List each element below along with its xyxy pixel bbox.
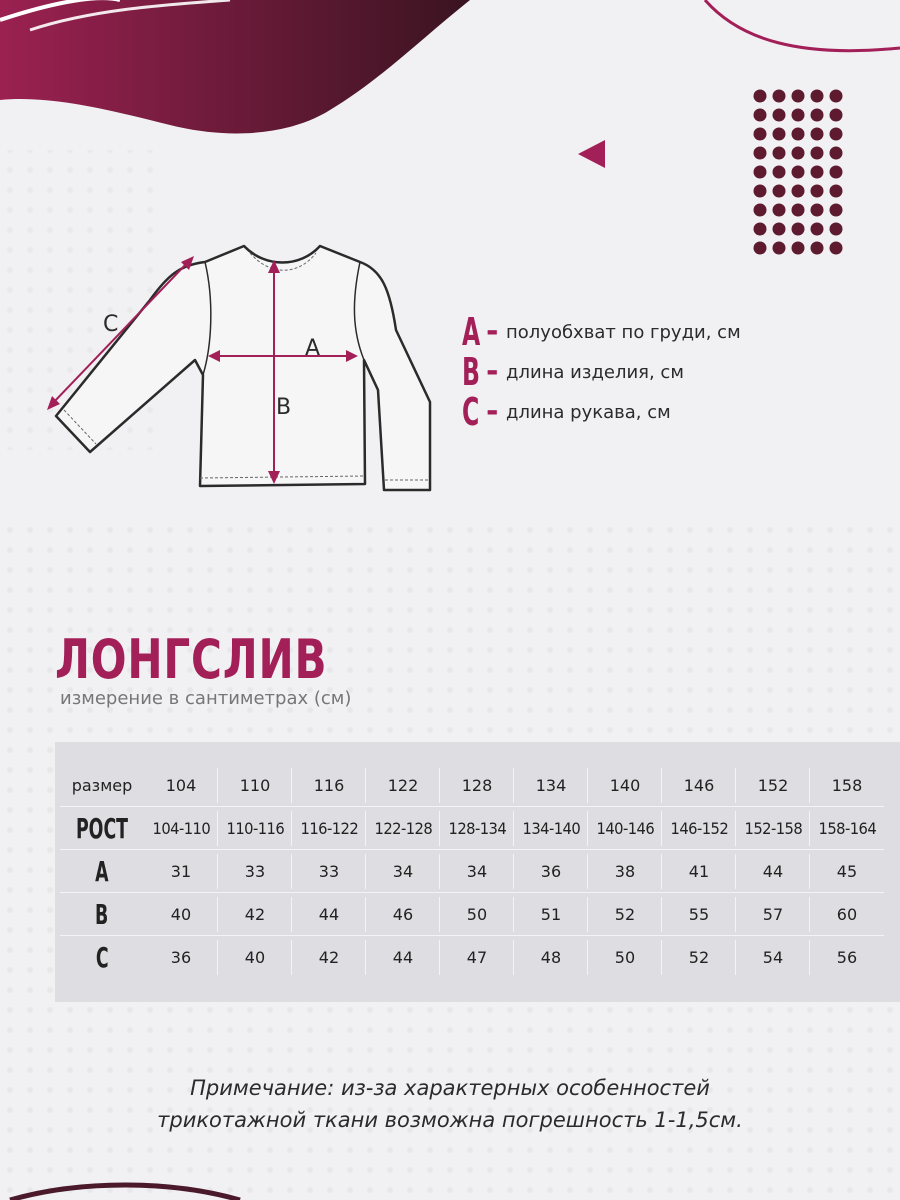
dots-grid (754, 90, 843, 255)
table-row-size (60, 764, 884, 807)
table-cell: 42 (218, 893, 292, 936)
table-cell: 134-140 (514, 807, 588, 850)
table-cell: 122 (366, 764, 440, 807)
row-label-c: C (95, 941, 109, 974)
row-label-b: B (60, 893, 144, 936)
row-label-a: A (60, 850, 144, 893)
measurement-legend (462, 312, 741, 432)
table-cell: 42 (292, 936, 366, 979)
diagram-label-b: B (276, 395, 292, 420)
footnote-line-2: трикотажной ткани возможна погрешность 1-1,5см. (157, 1108, 743, 1132)
table-cell: 50 (440, 893, 514, 936)
size-table-panel (55, 742, 900, 1002)
table-cell: 158 (810, 764, 884, 807)
table-cell: 146 (662, 764, 736, 807)
table-cell: 122-128 (366, 807, 440, 850)
table-cell: 146-152 (662, 807, 736, 850)
page-subtitle: измерение в сантиметрах (см) (60, 688, 352, 709)
row-label-height: РОСТ (60, 807, 144, 850)
table-cell: 52 (588, 893, 662, 936)
legend-text-b: длина изделия, см (506, 361, 684, 383)
footnote-line-1: Примечание: из-за характерных особенностей (190, 1076, 710, 1100)
table-cell: 40 (218, 936, 292, 979)
table-cell: 48 (514, 936, 588, 979)
table-row-b (60, 893, 884, 936)
table-cell: 57 (736, 893, 810, 936)
table-cell: 36 (144, 936, 218, 979)
size-table (60, 764, 884, 979)
legend-text-c: длина рукава, см (506, 401, 671, 423)
table-cell: 116 (292, 764, 366, 807)
table-cell: 104-110 (144, 807, 218, 850)
diagram-label-c: C (103, 312, 119, 337)
table-cell: 54 (736, 936, 810, 979)
table-cell: 50 (588, 936, 662, 979)
table-cell: 152 (736, 764, 810, 807)
legend-text-a: полуобхват по груди, см (506, 321, 741, 343)
table-cell: 34 (440, 850, 514, 893)
table-cell: 128 (440, 764, 514, 807)
table-cell: 60 (810, 893, 884, 936)
table-cell: 31 (144, 850, 218, 893)
table-cell: 41 (662, 850, 736, 893)
legend-row-a: A - полуобхват по груди, см (462, 310, 741, 354)
table-row-height (60, 807, 884, 850)
legend-letter-b: B (462, 350, 480, 394)
legend-letter-c: C (462, 390, 480, 434)
table-cell: 110 (218, 764, 292, 807)
table-cell: 47 (440, 936, 514, 979)
table-cell: 140 (588, 764, 662, 807)
diagram-label-a: A (305, 336, 321, 361)
row-label-size: размер (60, 764, 144, 807)
table-cell: 38 (588, 850, 662, 893)
table-cell: 33 (218, 850, 292, 893)
table-cell: 140-146 (588, 807, 662, 850)
table-cell: 40 (144, 893, 218, 936)
table-cell: 44 (292, 893, 366, 936)
table-cell: 56 (836, 948, 858, 967)
table-cell: 158-164 (810, 807, 884, 850)
table-cell: 55 (662, 893, 736, 936)
table-cell: 116-122 (292, 807, 366, 850)
page-title: ЛОНГСЛИВ (55, 628, 328, 691)
table-cell: 134 (514, 764, 588, 807)
legend-letter-a: A (462, 310, 481, 354)
table-cell: 45 (810, 850, 884, 893)
table-cell: 33 (292, 850, 366, 893)
table-cell: 52 (662, 936, 736, 979)
table-cell: 46 (366, 893, 440, 936)
table-row-a (60, 850, 884, 893)
table-cell: 44 (736, 850, 810, 893)
table-cell: 128-134 (440, 807, 514, 850)
table-cell: 44 (366, 936, 440, 979)
legend-row-b: B - длина изделия, см (462, 350, 684, 394)
table-cell: 34 (366, 850, 440, 893)
table-cell: 110-116 (218, 807, 292, 850)
table-row-c (60, 936, 884, 979)
table-cell: 104 (144, 764, 218, 807)
table-cell: 51 (514, 893, 588, 936)
table-cell: 36 (514, 850, 588, 893)
footnote (0, 1072, 900, 1136)
legend-row-c: C - длина рукава, см (462, 390, 671, 434)
table-cell: 152-158 (736, 807, 810, 850)
